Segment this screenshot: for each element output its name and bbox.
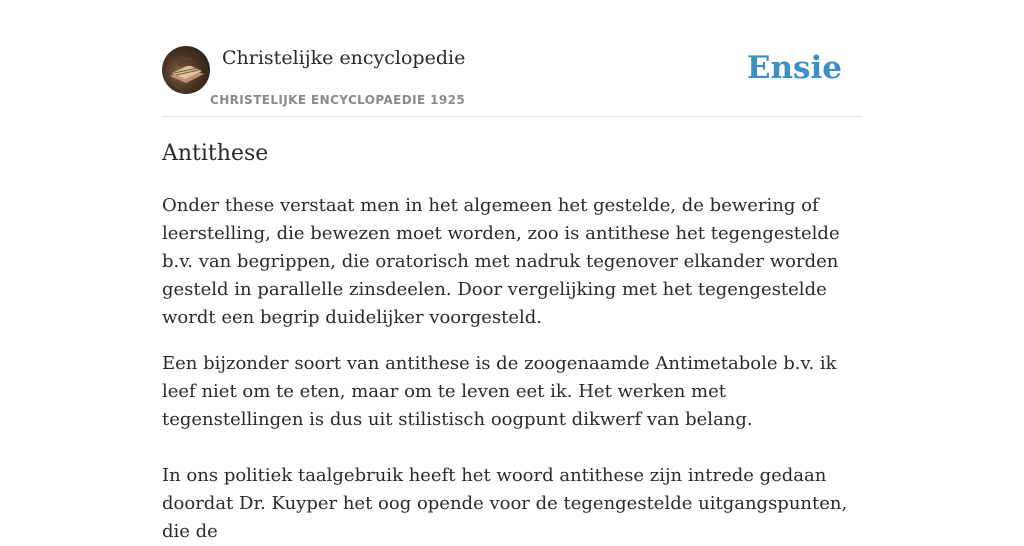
- article-body: [162, 192, 862, 546]
- article-title: Antithese: [162, 141, 269, 166]
- paragraph: In ons politiek taalgebruik heeft het woord antithese zijn intrede gedaan doordat Dr. Kuyper het oog opende voor de tegengestelde uitgangspunten, die de: [162, 465, 848, 542]
- paragraph: Onder these verstaat men in het algemeen het gestelde, de bewering of leerstelling, die bewezen moet worden, zoo is antithese het tegengestelde b.v. van begrippen, die oratorisch met nadruk tegenover elkander worden gesteld in parallelle zinsdeelen. Door vergelijking met het tegengestelde wordt een begrip duidelijker voorgesteld.: [162, 195, 840, 328]
- brand-logo[interactable]: Ensie: [746, 50, 842, 86]
- paragraph: Een bijzonder soort van antithese is de zoogenaamde Antimetabole b.v. ik leef niet om te eten, maar om te leven eet ik. Het werken met tegenstellingen is dus uit stilistisch oogpunt dikwerf van belang.: [162, 353, 837, 430]
- site-header: [162, 46, 862, 117]
- site-title[interactable]: Christelijke encyclopedie: [222, 47, 466, 69]
- book-icon[interactable]: [162, 46, 210, 94]
- site-subtitle[interactable]: CHRISTELIJKE ENCYCLOPAEDIE 1925: [210, 93, 466, 107]
